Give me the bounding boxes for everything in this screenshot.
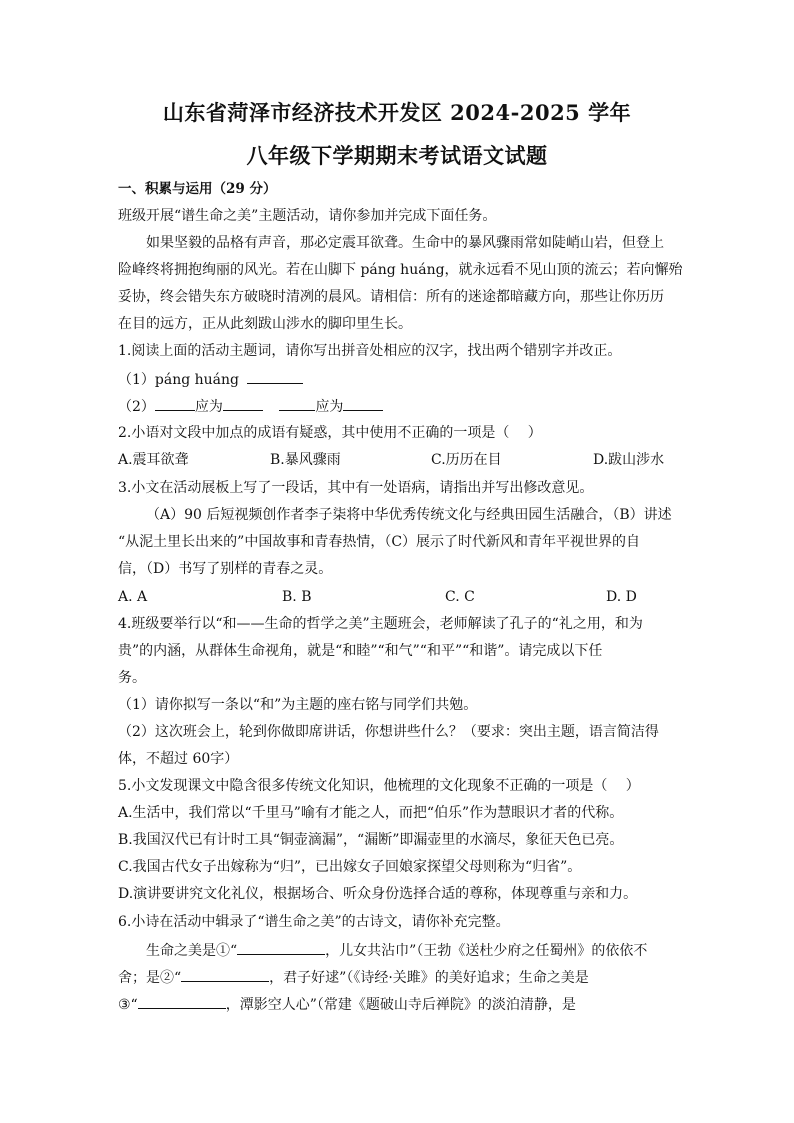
- poem-prompt-text: ，儿女共沾巾”（王勃《送杜少府之任蜀州》的依依不: [325, 943, 648, 959]
- option-b[interactable]: B.我国汉代已有计时工具“铜壶滴漏”，“漏断”即漏壶里的水滴尽，象征天色已亮。: [118, 832, 624, 848]
- answer-blank[interactable]: [237, 940, 325, 955]
- question-6-line: [118, 967, 589, 988]
- answer-blank[interactable]: [181, 967, 269, 982]
- answer-blank[interactable]: [343, 396, 383, 411]
- option-d[interactable]: D.演讲要讲究文化礼仪，根据场合、听众身份选择合适的尊称，体现尊重与亲和力。: [118, 886, 638, 902]
- exam-title-line2: 八年级下学期期末考试语文试题: [246, 143, 548, 168]
- option-b[interactable]: B.暴风骤雨: [270, 452, 341, 468]
- question-2-stem: 2.小语对文段中加点的成语有疑惑，其中使用不正确的一项是（ ）: [118, 425, 542, 441]
- option-d[interactable]: D. D: [606, 589, 637, 605]
- question-4-stem: 4.班级要举行以“和——生命的哲学之美”主题班会，老师解读了孔子的“礼之用，和为: [118, 616, 643, 632]
- poem-prompt-text: ，君子好逑”（《诗经·关雎》的美好追求；生命之美是: [269, 970, 589, 986]
- poem-prompt-text: ③“: [118, 997, 138, 1013]
- option-a[interactable]: A. A: [118, 589, 148, 605]
- question-4-part-2: （2）这次班会上，轮到你做即席讲话，你想讲些什么？（要求：突出主题，语言简洁得: [118, 724, 659, 740]
- question-3-text: （A）90 后短视频创作者李子柒将中华优秀传统文化与经典田园生活融合，（B）讲述: [146, 507, 672, 523]
- answer-blank[interactable]: [155, 396, 195, 411]
- question-4-part-1: （1）请你拟写一条以“和”为主题的座右铭与同学们共勉。: [118, 697, 478, 713]
- passage-line: 险峰终将拥抱绚丽的风光。若在山脚下 páng huáng，就永远看不见山顶的流云；若向懈殆: [118, 262, 683, 278]
- answer-prefix: （1）páng huáng: [118, 372, 240, 388]
- poem-prompt-text: 生命之美是①“: [146, 943, 238, 959]
- question-5-stem: 5.小文发现课文中隐含很多传统文化知识，他梳理的文化现象不正确的一项是（ ）: [118, 778, 640, 794]
- option-a[interactable]: A.生活中，我们常以“千里马”喻有才能之人，而把“伯乐”作为慧眼识才者的代称。: [118, 805, 624, 821]
- option-c[interactable]: C.历历在目: [431, 452, 502, 468]
- question-4-part-2: 体，不超过 60字）: [118, 751, 239, 767]
- question-4-stem: 务。: [118, 670, 146, 686]
- question-3-stem: 3.小文在活动展板上写了一段话，其中有一处语病，请指出并写出修改意见。: [118, 480, 594, 496]
- question-6-line: [146, 940, 647, 961]
- answer-prefix: （2）: [118, 399, 155, 415]
- answer-blank[interactable]: [138, 994, 226, 1009]
- passage-line: 在目的远方，正从此刻跋山涉水的脚印里生长。: [118, 316, 412, 332]
- option-c[interactable]: C.我国古代女子出嫁称为“归”，已出嫁女子回娘家探望父母则称为“归省”。: [118, 859, 582, 875]
- question-1-part-1: [118, 369, 303, 390]
- question-1-stem: 1.阅读上面的活动主题词，请你写出拼音处相应的汉字，找出两个错别字并改正。: [118, 343, 622, 359]
- passage-line: 如果坚毅的品格有声音，那必定震耳欲聋。生命中的暴风骤雨常如陡峭山岩，但登上: [146, 235, 664, 251]
- poem-prompt-text: 舍；是②“: [118, 970, 182, 986]
- question-4-stem: 贵”的内涵，从群体生命视角，就是“和睦”“和气”“和平”“和谐”。请完成以下任: [118, 643, 603, 659]
- question-6-line: [118, 994, 576, 1015]
- answer-blank[interactable]: [223, 396, 263, 411]
- answer-blank[interactable]: [247, 369, 303, 384]
- option-d[interactable]: D.跋山涉水: [593, 452, 665, 468]
- question-3-text: “从泥土里长出来的”中国故事和青春热情，（C）展示了时代新风和青年平视世界的自: [118, 534, 641, 550]
- should-be-label: 应为: [194, 399, 223, 415]
- exam-title-line1: 山东省菏泽市经济技术开发区 2024-2025 学年: [162, 100, 632, 125]
- question-1-part-2: [118, 396, 383, 417]
- should-be-label: 应为: [315, 399, 344, 415]
- question-3-text: 信，（D）书写了别样的青春之灵。: [118, 561, 333, 577]
- passage-line: 妥协，终会错失东方破晓时清冽的晨风。请相信：所有的迷途都暗藏方向，那些让你历历: [118, 289, 664, 305]
- section-intro: 班级开展“谱生命之美”主题活动，请你参加并完成下面任务。: [118, 208, 497, 224]
- answer-blank[interactable]: [279, 396, 315, 411]
- option-c[interactable]: C. C: [445, 589, 475, 605]
- question-6-stem: 6.小诗在活动中辑录了“谱生命之美”的古诗文，请你补充完整。: [118, 914, 510, 930]
- section-heading: 一、积累与运用（29 分）: [118, 181, 277, 197]
- poem-prompt-text: ，潭影空人心”（常建《题破山寺后禅院》的淡泊清静，是: [225, 997, 576, 1013]
- option-a[interactable]: A.震耳欲聋: [118, 452, 189, 468]
- option-b[interactable]: B. B: [282, 589, 312, 605]
